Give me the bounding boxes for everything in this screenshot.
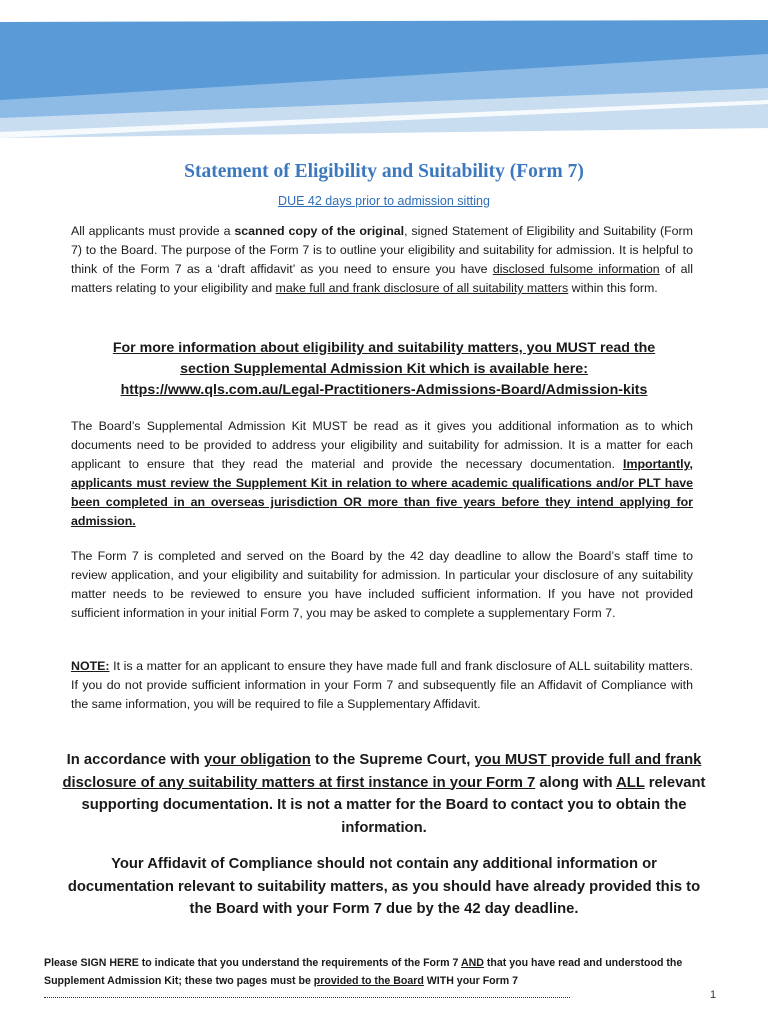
intro-paragraph: All applicants must provide a scanned copy of the original, signed Statement of Eligibility and Suitability (Form 7) to the Board. The purpose of the Form 7 is to outline your eligibility and suitability for admission. It is helpful to think of the Form 7 as a ‘draft affidavit’ as you need to ensure you have disclosed fulsome information of all matters relating to your eligibility and make full and frank disclosure of all suitability matters within this form. — [71, 224, 693, 295]
more-information-notice — [60, 338, 708, 401]
sign-instructions: Please SIGN HERE to indicate that you understand the requirements of the Form 7 AND that you have read and understood the Supplement Admission Kit; these two pages must be provided to the Board WITH your Form 7 — [44, 957, 683, 987]
header-banner — [0, 0, 768, 150]
page-number: 1 — [710, 989, 717, 1001]
compliance-statement: Your Affidavit of Compliance should not contain any additional information or documentation relevant to suitability matters, as you should have already provided this to the Board with your Form 7 due by the 42 day deadline. — [67, 856, 701, 917]
deadline-paragraph: The Form 7 is completed and served on the Board by the 42 day deadline to allow the Board’s staff time to review application, and your eligibility and suitability for admission. In particular your disclosure of any suitability matter needs to be reviewed to ensure you have included sufficient information. If you have not provided sufficient information in your initial Form 7, you may be asked to complete a supplementary Form 7. — [71, 549, 693, 620]
notice-line-2: section Supplemental Admission Kit which is available here: — [180, 361, 588, 377]
document-title: Statement of Eligibility and Suitability (Form 7) — [184, 161, 584, 182]
note-paragraph: NOTE: It is a matter for an applicant to ensure they have made full and frank disclosure of ALL suitability matters. If you do not provide sufficient information in your Form 7 and subsequently file an Affidavit of Compliance with the same information, you will be required to file a Supplementary Affidavit. — [71, 659, 693, 711]
signature-line[interactable] — [44, 997, 570, 998]
admission-kits-link[interactable]: https://www.qls.com.au/Legal-Practitioners-Admissions-Board/Admission-kits — [120, 382, 648, 398]
due-notice: DUE 42 days prior to admission sitting — [278, 194, 490, 208]
supplemental-kit-paragraph: The Board’s Supplemental Admission Kit MUST be read as it gives you additional information as to which documents need to be provided to address your eligibility and suitability for admission. It is a matter for each applicant to ensure that they read the material and provide the necessary documentation. Importantly, applicants must review the Supplement Kit in relation to where academic qualifications and/or PLT have been completed in an overseas jurisdiction OR more than five years before they intend applying for admission. — [71, 419, 693, 528]
notice-line-1: For more information about eligibility and suitability matters, you MUST read the — [112, 340, 656, 356]
note-label: NOTE: — [71, 659, 110, 673]
obligation-statement: In accordance with your obligation to the Supreme Court, you MUST provide full and frank disclosure of any suitability matters at first instance in your Form 7 along with ALL relevant supporting documentation. It is not a matter for the Board to contact you to obtain the information. — [62, 752, 706, 836]
